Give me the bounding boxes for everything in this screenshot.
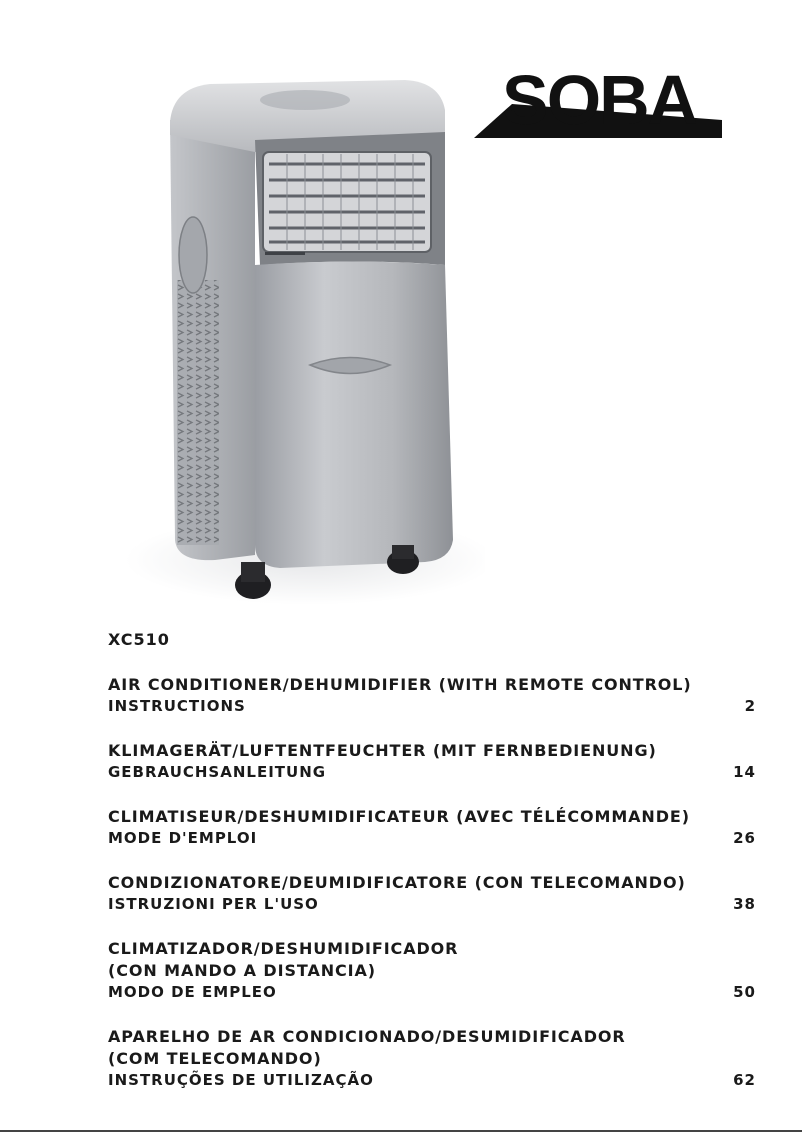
toc-page-number: 62 bbox=[733, 1071, 756, 1089]
soba-logo-text: SOBA bbox=[502, 62, 697, 139]
toc-subtitle: INSTRUÇÕES DE UTILIZAÇÃO bbox=[108, 1071, 374, 1089]
toc-page-number: 38 bbox=[733, 895, 756, 913]
toc-entry-french bbox=[108, 806, 756, 849]
toc-subtitle: ISTRUZIONI PER L'USO bbox=[108, 895, 319, 913]
toc-entry-italian bbox=[108, 872, 756, 915]
toc-subtitle: MODO DE EMPLEO bbox=[108, 983, 277, 1001]
toc-title: CLIMATIZADOR/DESHUMIDIFICADOR (CON MANDO A DISTANCIA) bbox=[108, 939, 459, 980]
toc-subtitle: GEBRAUCHSANLEITUNG bbox=[108, 763, 327, 781]
toc-page-number: 14 bbox=[733, 763, 756, 781]
toc-entry-german bbox=[108, 740, 756, 783]
toc-entry-portuguese bbox=[108, 1026, 756, 1091]
toc-subtitle: MODE D'EMPLOI bbox=[108, 829, 258, 847]
toc-subtitle: INSTRUCTIONS bbox=[108, 697, 246, 715]
soba-logo bbox=[472, 62, 722, 142]
toc-page-number: 50 bbox=[733, 983, 756, 1001]
model-number: XC510 bbox=[108, 630, 170, 649]
bottom-rule bbox=[0, 1130, 802, 1132]
toc-entry-spanish bbox=[108, 938, 756, 1003]
toc-entry-english bbox=[108, 674, 756, 717]
toc-page-number: 26 bbox=[733, 829, 756, 847]
toc-title: APARELHO DE AR CONDICIONADO/DESUMIDIFICADOR (COM TELECOMANDO) bbox=[108, 1027, 626, 1068]
table-of-contents bbox=[108, 674, 756, 1114]
toc-title: CONDIZIONATORE/DEUMIDIFICATORE (CON TELECOMANDO) bbox=[108, 873, 686, 892]
toc-page-number: 2 bbox=[744, 697, 756, 715]
toc-title: KLIMAGERÄT/LUFTENTFEUCHTER (MIT FERNBEDIENUNG) bbox=[108, 741, 657, 760]
air-conditioner-photo bbox=[105, 40, 485, 620]
toc-title: AIR CONDITIONER/DEHUMIDIFIER (WITH REMOTE CONTROL) bbox=[108, 675, 692, 694]
toc-title: CLIMATISEUR/DESHUMIDIFICATEUR (AVEC TÉLÉCOMMANDE) bbox=[108, 807, 690, 826]
